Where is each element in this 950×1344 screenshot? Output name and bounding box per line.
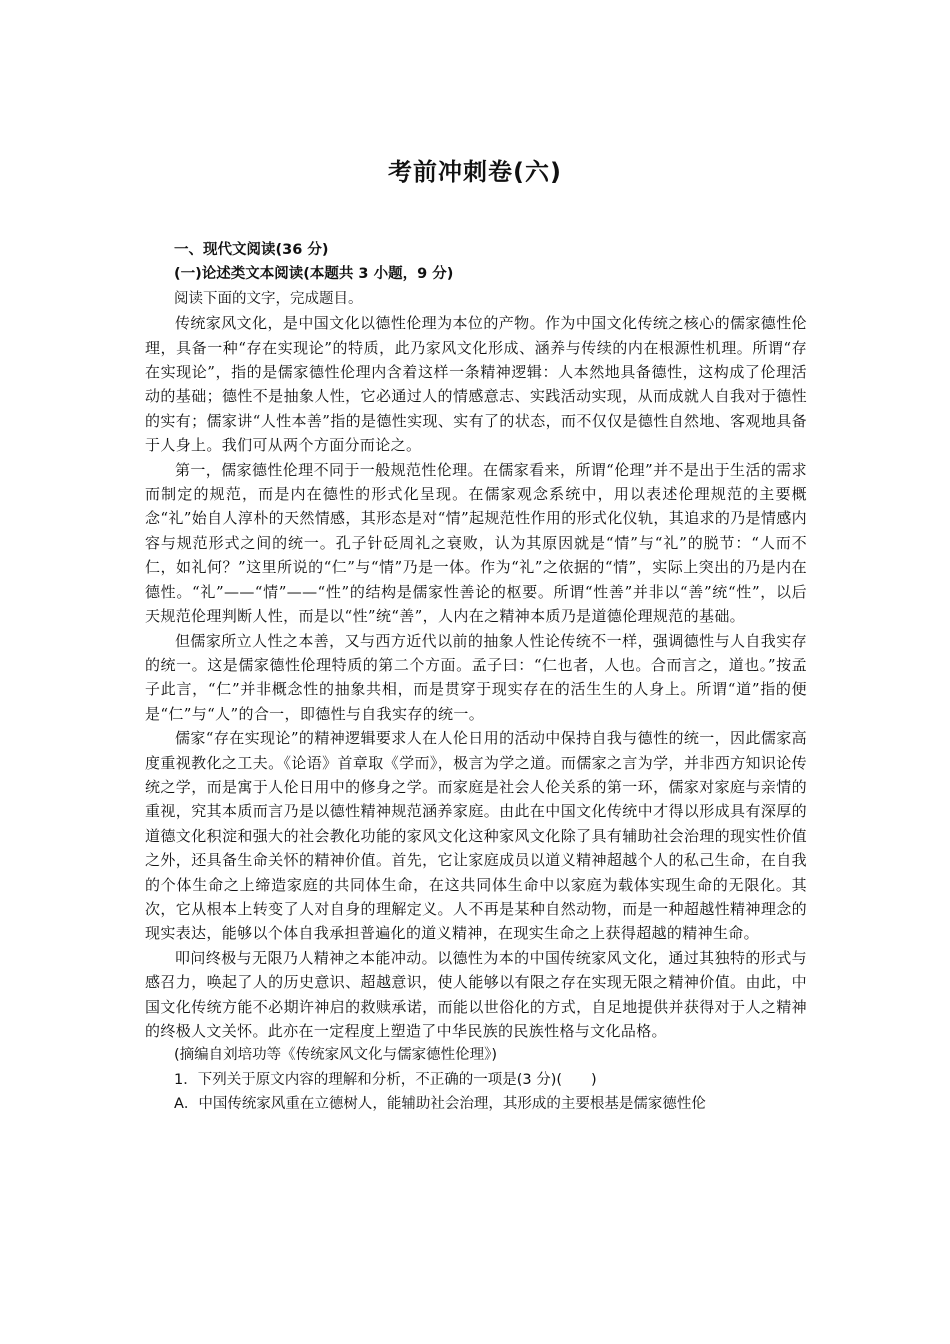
question-option-a: A．中国传统家风重在立德树人，能辅助社会治理，其形成的主要根基是儒家德性伦 bbox=[174, 1096, 706, 1113]
source-citation: (摘编自刘培功等《传统家风文化与儒家德性伦理》) bbox=[174, 1047, 498, 1064]
paragraph-1: 传统家风文化，是中国文化以德性伦理为本位的产物。作为中国文化传统之核心的儒家德性伦理，具备一种“存在实现论”的特质，此乃家风文化形成、涵养与传续的内在根源性机理。所谓“存在实现论”，指的是儒家德性伦理内含着这样一条精神逻辑：人本然地具备德性，这构成了伦理活动的基础；德性不是抽象人性，它必通过人的情感意志、实践活动实现，从而成就人自我对于德性的实有；儒家讲“人性本善”指的是德性实现、实有了的状态，而不仅仅是德性自然地、客观地具备于人身上。我们可从两个方面分而论之。 bbox=[145, 314, 807, 455]
section-heading: 一、现代文阅读(36 分) bbox=[174, 242, 329, 258]
document-body bbox=[145, 238, 807, 1117]
paragraph-2: 第一，儒家德性伦理不同于一般规范性伦理。在儒家看来，所谓“伦理”并不是出于生活的需求而制定的规范，而是内在德性的形式化呈现。在儒家观念系统中，用以表述伦理规范的主要概念“礼”始自人淳朴的天然情感，其形态是对“情”起规范性作用的形式化仪轨，其追求的乃是情感内容与规范形式之间的统一。孔子针砭周礼之衰败，认为其原因就是“情”与“礼”的脱节：“人而不仁，如礼何？”这里所说的“仁”与“情”乃是一体。作为“礼”之依据的“情”，实际上突出的乃是内在德性。“礼”——“情”——“性”的结构是儒家性善论的枢要。所谓“性善”并非以“善”统“性”，以后天规范伦理判断人性，而是以“性”统“善”，人内在之精神本质乃是道德伦理规范的基础。 bbox=[145, 460, 807, 626]
page-title: 考前冲刺卷(六) bbox=[388, 158, 562, 186]
paragraph-4: 儒家“存在实现论”的精神逻辑要求人在人伦日用的活动中保持自我与德性的统一，因此儒家高度重视教化之工夫。《论语》首章取《学而》，极言为学之道。而儒家之言为学，并非西方知识论传统之学，而是寓于人伦日用中的修身之学。而家庭是社会人伦关系的第一环，儒家对家庭与亲情的重视，究其本质而言乃是以德性精神规范涵养家庭。由此在中国文化传统中才得以形成具有深厚的道德文化积淀和强大的社会教化功能的家风文化这种家风文化除了具有辅助社会治理的现实性价值之外，还具备生命关怀的精神价值。首先，它让家庭成员以道义精神超越个人的私己生命，在自我的个体生命之上缔造家庭的共同体生命，在这共同体生命中以家庭为载体实现生命的无限化。其次，它从根本上转变了人对自身的理解定义。人不再是某种自然动物，而是一种超越性精神理念的现实表达，能够以个体自我承担普遍化的道义精神，在现实生命之上获得超越的精神生命。 bbox=[145, 729, 807, 943]
paragraph-5: 叩问终极与无限乃人精神之本能冲动。以德性为本的中国传统家风文化，通过其独特的形式与感召力，唤起了人的历史意识、超越意识，使人能够以有限之存在实现无限之精神价值。由此，中国文化传统方能不必期许神启的救赎承诺，而能以世俗化的方式，自足地提供并获得对于人之精神的终极人文关怀。此亦在一定程度上塑造了中华民族的民族性格与文化品格。 bbox=[145, 948, 807, 1040]
paragraph-3: 但儒家所立人性之本善，又与西方近代以前的抽象人性论传统不一样，强调德性与人自我实存的统一。这是儒家德性伦理特质的第二个方面。孟子曰：“仁也者，人也。合而言之，道也。”按孟子此言，“仁”并非概念性的抽象共相，而是贯穿于现实存在的活生生的人身上。所谓“道”指的便是“仁”与“人”的合一，即德性与自我实存的统一。 bbox=[145, 631, 807, 723]
question-stem: 1．下列关于原文内容的理解和分析，不正确的一项是(3 分)( ) bbox=[174, 1071, 597, 1088]
reading-instruction: 阅读下面的文字，完成题目。 bbox=[174, 290, 363, 307]
section-subheading: (一)论述类文本阅读(本题共 3 小题，9 分) bbox=[174, 266, 454, 283]
